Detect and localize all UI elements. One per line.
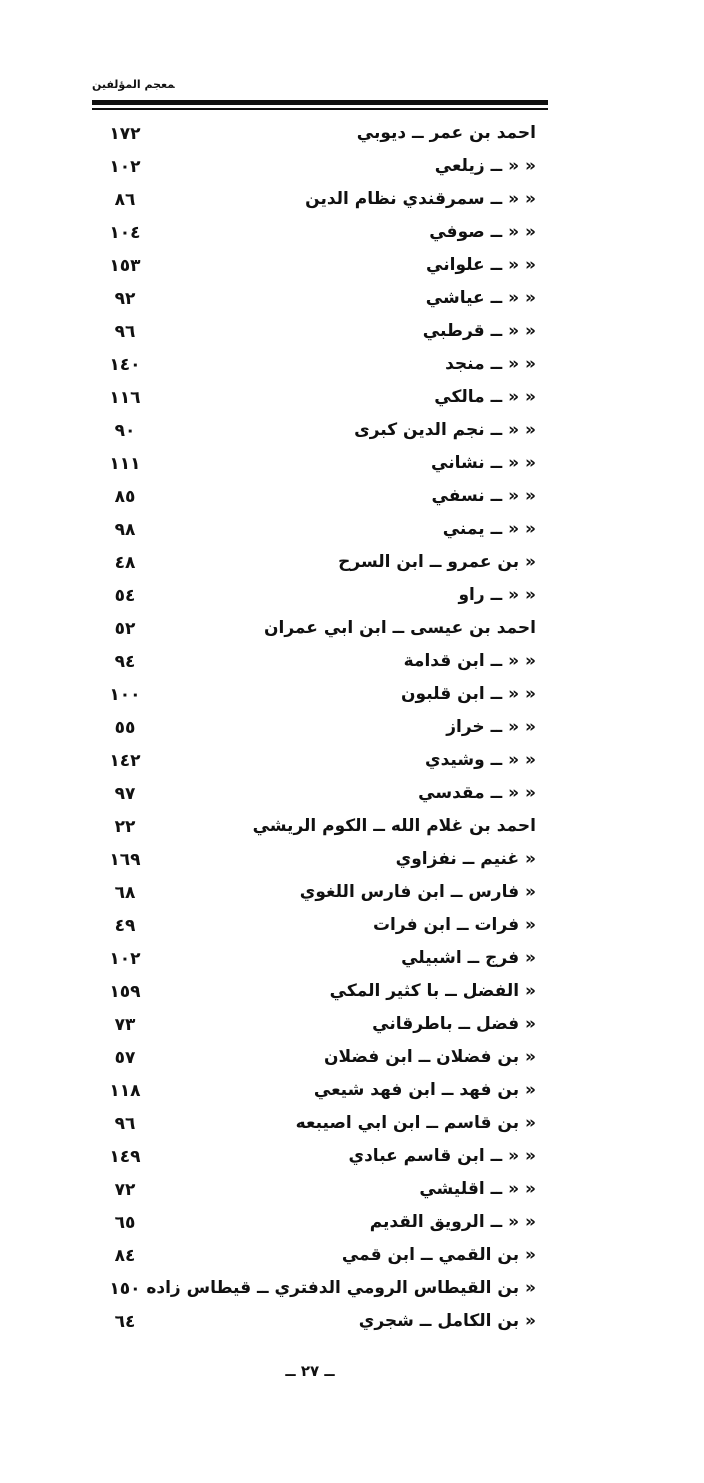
index-entry <box>0 415 704 448</box>
entry-text: « « ــ علواني <box>426 255 536 275</box>
entry-text: « فرات ــ ابن فرات <box>372 915 536 935</box>
index-entry <box>0 1042 704 1075</box>
entry-text: احمد بن غلام الله ــ الكوم الريشي <box>252 816 536 836</box>
entry-page-number: ٩٢ <box>114 289 136 309</box>
entry-text: « « ــ قرطبي <box>422 321 536 341</box>
index-entry <box>0 1240 704 1273</box>
index-entry <box>0 349 704 382</box>
entry-page-number: ١١١ <box>109 454 141 474</box>
index-entry <box>0 1174 704 1207</box>
entry-text: « « ــ عياشي <box>425 288 536 308</box>
index-entry <box>0 844 704 877</box>
index-entry <box>0 382 704 415</box>
entry-page-number: ٩٠ <box>114 421 136 441</box>
entry-text: « بن فضلان ــ ابن فضلان <box>324 1047 536 1067</box>
index-entry <box>0 910 704 943</box>
entry-text: « « ــ زيلعي <box>434 156 536 176</box>
entry-page-number: ١٠٠ <box>109 685 141 705</box>
entry-text: « « ــ نشاني <box>431 453 536 473</box>
entry-text: « « ــ مقدسي <box>418 783 536 803</box>
entry-text: « بن عمرو ــ ابن السرح <box>338 552 536 572</box>
entry-page-number: ١١٦ <box>109 388 141 408</box>
index-entry <box>0 1009 704 1042</box>
index-entry <box>0 811 704 844</box>
entry-page-number: ٩٦ <box>114 322 136 342</box>
index-entry <box>0 679 704 712</box>
entry-page-number: ١٤٩ <box>109 1147 141 1167</box>
index-entry <box>0 481 704 514</box>
entry-text: « بن القمي ــ ابن قمي <box>341 1245 536 1265</box>
entry-page-number: ٦٤ <box>114 1312 136 1332</box>
entry-text: « « ــ خراز <box>446 717 536 737</box>
index-entry <box>0 1075 704 1108</box>
entry-text: « « ــ منجد <box>445 354 536 374</box>
entry-text: « « ــ صوفي <box>429 222 536 242</box>
entry-page-number: ٨٦ <box>114 190 136 210</box>
entry-page-number: ١٦٩ <box>109 850 141 870</box>
index-entry <box>0 1306 704 1339</box>
index-entry <box>0 1207 704 1240</box>
entry-page-number: ٢٢ <box>114 817 136 837</box>
index-entry <box>0 1108 704 1141</box>
index-entry <box>0 580 704 613</box>
entry-page-number: ٩٤ <box>114 652 136 672</box>
index-entry <box>0 283 704 316</box>
index-entry <box>0 118 704 151</box>
entry-page-number: ٥٢ <box>114 619 136 639</box>
entry-text: « « ــ ابن قاسم عبادي <box>348 1146 536 1166</box>
index-entry <box>0 646 704 679</box>
index-entry <box>0 316 704 349</box>
entry-text: « بن الكامل ــ شجري <box>358 1311 536 1331</box>
entry-page-number: ١٥٩ <box>109 982 141 1002</box>
entry-page-number: ٥٧ <box>114 1048 136 1068</box>
entry-text: احمد بن عمر ــ ديوبي <box>356 123 536 143</box>
index-entry <box>0 1273 704 1306</box>
entry-page-number: ١٥٠ <box>109 1279 141 1299</box>
entry-page-number: ٩٦ <box>114 1114 136 1134</box>
index-entry <box>0 217 704 250</box>
header-rule-thick <box>92 100 548 105</box>
entry-text: « « ــ راو <box>458 585 536 605</box>
index-entry <box>0 877 704 910</box>
entry-text: « « ــ ابن قدامة <box>403 651 536 671</box>
entry-text: « فارس ــ ابن فارس اللغوي <box>299 882 536 902</box>
index-entry <box>0 778 704 811</box>
index-entry <box>0 250 704 283</box>
entry-text: « « ــ ابن قلبون <box>401 684 536 704</box>
entry-page-number: ٥٥ <box>114 718 136 738</box>
entry-page-number: ١٠٤ <box>109 223 141 243</box>
entry-page-number: ٩٨ <box>114 520 136 540</box>
entry-page-number: ٦٨ <box>114 883 136 903</box>
entry-page-number: ١٤٠ <box>109 355 141 375</box>
index-entry <box>0 547 704 580</box>
entry-text: « « ــ وشيدي <box>425 750 536 770</box>
entry-page-number: ١٠٢ <box>109 949 141 969</box>
index-entry <box>0 613 704 646</box>
entry-text: « « ــ نجم الدين كبرى <box>354 420 536 440</box>
entry-page-number: ٧٣ <box>114 1015 136 1035</box>
entry-page-number: ١٧٢ <box>109 124 141 144</box>
index-list <box>0 118 704 1339</box>
index-entry <box>0 976 704 1009</box>
index-entry <box>0 151 704 184</box>
entry-page-number: ١١٨ <box>109 1081 141 1101</box>
entry-page-number: ٧٢ <box>114 1180 136 1200</box>
entry-page-number: ٨٤ <box>114 1246 136 1266</box>
page-folio: ــ ٢٧ ــ <box>285 1362 335 1380</box>
entry-text: « بن القيطاس الرومي الدفتري ــ قيطاس زاده <box>146 1278 536 1298</box>
entry-text: « فرج ــ اشبيلي <box>401 948 536 968</box>
index-entry <box>0 514 704 547</box>
entry-text: « بن فهد ــ ابن فهد شيعي <box>313 1080 536 1100</box>
header-rule-thin <box>92 108 548 110</box>
entry-page-number: ٨٥ <box>114 487 136 507</box>
entry-text: « غنيم ــ نفزاوي <box>395 849 536 869</box>
entry-page-number: ١٥٣ <box>109 256 141 276</box>
entry-page-number: ١٤٢ <box>109 751 141 771</box>
entry-page-number: ٦٥ <box>114 1213 136 1233</box>
index-entry <box>0 745 704 778</box>
index-entry <box>0 448 704 481</box>
entry-page-number: ١٠٢ <box>109 157 141 177</box>
index-entry <box>0 1141 704 1174</box>
running-head: ﻤﻌﺠﻢ ﺍﻟﻤﺆﻟﻔﻴﻦ <box>92 78 175 91</box>
entry-text: احمد بن عيسى ــ ابن ابي عمران <box>264 618 536 638</box>
entry-text: « « ــ مالكي <box>434 387 536 407</box>
index-entry <box>0 712 704 745</box>
entry-text: « « ــ اقليشي <box>419 1179 536 1199</box>
entry-text: « بن قاسم ــ ابن ابي اصيبعه <box>295 1113 536 1133</box>
entry-page-number: ٥٤ <box>114 586 136 606</box>
entry-text: « « ــ يمني <box>442 519 536 539</box>
entry-text: « الفضل ــ با كثير المكي <box>329 981 536 1001</box>
index-entry <box>0 943 704 976</box>
entry-text: « « ــ نسفي <box>431 486 536 506</box>
entry-text: « « ــ الرويق القديم <box>369 1212 536 1232</box>
entry-text: « « ــ سمرقندي نظام الدين <box>305 189 536 209</box>
entry-page-number: ٤٨ <box>114 553 136 573</box>
entry-page-number: ٤٩ <box>114 916 136 936</box>
entry-text: « فضل ــ باطرقاني <box>372 1014 536 1034</box>
index-entry <box>0 184 704 217</box>
entry-page-number: ٩٧ <box>114 784 136 804</box>
